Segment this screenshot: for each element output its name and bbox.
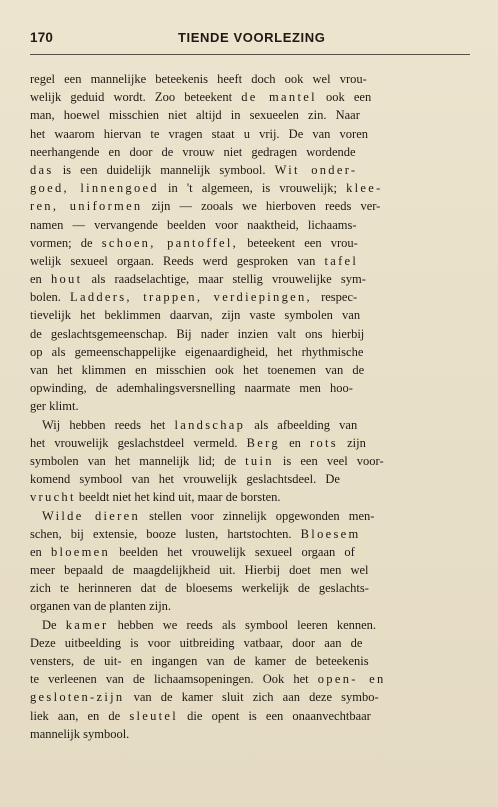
text-run: het waarom hiervan te vragen staat u vrij. De van voren [30,126,369,141]
text-run: De [42,617,66,632]
text-run: die opent is een onaanvechtbaar [178,708,371,723]
text-run: is een veel voor- [273,453,384,468]
text-run: welijk geduid wordt. Zoo beteekent [30,90,242,105]
text-line [30,670,472,688]
text-run: is een duidelijk mannelijk symbool. [53,162,275,177]
text-run: stellen voor zinnelijk opgewonden men- [140,508,375,523]
spaced-emphasis: tuin [245,453,274,468]
text-run: de geslachtsgemeenschap. Bij nader inzien valt ons hierbij [30,326,365,341]
text-line [30,688,472,706]
text-line [30,470,472,488]
text-run: als afbeelding van [245,417,358,432]
header-rule [30,54,470,55]
text-line [30,325,472,343]
text-line [30,597,472,615]
spaced-emphasis: Wit onder- [274,162,358,177]
text-line [30,652,472,670]
spaced-emphasis: de mantel [241,90,317,105]
spaced-emphasis: Berg [246,435,280,450]
text-run: regel een mannelijke beteekenis heeft doch ook wel vrou- [30,72,367,86]
text-run: symbolen van het mannelijk lid; de [30,453,246,468]
page-number: 170 [30,30,54,45]
spaced-emphasis: landschap [174,417,246,432]
spaced-emphasis: schoen, pantoffel, [101,235,239,250]
text-line [30,197,472,215]
text-run: als raadselachtige, maar stellig vrouwelijke sym- [82,272,366,287]
spaced-emphasis: kamer [65,617,109,632]
text-line [30,216,472,234]
text-run: neerhangende en door de vrouw niet gedragen wordende [30,144,356,159]
text-run: te verleenen van de lichaamsopeningen. Ook het [30,672,318,687]
text-run: mannelijk symbool. [30,726,130,741]
text-line [30,579,472,597]
text-line [30,397,472,415]
text-line [30,125,472,143]
text-line [30,288,472,306]
text-run: beteekent een vrou- [238,235,358,250]
body-text [30,70,472,743]
text-run: beelden het vrouwelijk sexueel orgaan of [110,544,355,559]
text-line [30,634,472,652]
spaced-emphasis: Wilde dieren [42,508,140,523]
text-line [30,616,472,634]
text-run: welijk sexueel orgaan. Reeds werd gesproken van [30,253,325,268]
text-run: zijn — zooals we hierboven reeds ver- [142,199,381,214]
text-line [30,725,472,743]
text-line [30,416,472,434]
spaced-emphasis: hout [50,272,83,287]
text-line [30,525,472,543]
text-run: respec- [311,290,358,305]
text-run: liek aan, en de [30,708,130,723]
spaced-emphasis: open- en [317,672,386,687]
text-line [30,707,472,725]
spaced-emphasis: das [30,162,54,177]
text-run: schen, bij extensie, booze lusten, hartstochten. [30,526,301,541]
running-title: TIENDE VOORLEZING [178,30,326,45]
spaced-emphasis: rots [310,435,338,450]
text-run: zich te herinneren dat de bloesems werkelijk de geslachts- [30,581,369,596]
text-line [30,361,472,379]
text-run: en [279,435,310,450]
text-run: komend symbool van het vrouwelijk geslachtsdeel. De [30,472,340,487]
text-line [30,88,472,106]
text-line [30,270,472,288]
text-line [30,306,472,324]
text-run: vensters, de uit- en ingangen van de kamer de beteekenis [30,654,369,668]
text-line [30,179,472,197]
text-line [30,543,472,561]
spaced-emphasis: ren, uniformen [30,199,143,214]
spaced-emphasis: goed, linnengoed [30,181,159,196]
text-run: opwinding, de ademhalingsversnelling naarmate men hoo- [30,381,353,396]
text-line [30,434,472,452]
text-run: van het klimmen en misschien ook het toenemen van de [30,363,365,377]
text-run: tievelijk het beklimmen daarvan, zijn vaste symbolen van [30,308,361,323]
text-run: zijn [337,435,366,450]
text-run: vormen; de [30,235,102,250]
text-line [30,234,472,252]
text-run: organen van de planten zijn. [30,599,172,614]
text-line [30,561,472,579]
text-run: en [30,272,51,287]
text-run: namen — vervangende beelden voor naaktheid, lichaams- [30,217,357,232]
spaced-emphasis: Ladders, trappen, verdiepingen, [70,290,312,305]
text-run: het vrouwelijk geslachstdeel vermeld. [30,435,247,450]
spaced-emphasis: sleutel [129,708,179,723]
text-run: meer bepaald de maagdelijkheid uit. Hierbij doet men wel [30,563,369,578]
spaced-emphasis: klee- [346,181,383,196]
spaced-emphasis: tafel [324,253,359,268]
text-line [30,507,472,525]
text-line [30,488,472,506]
page-header [30,30,470,52]
text-run: ook een [316,90,372,105]
text-run: van de kamer sluit zich aan deze symbo- [124,690,379,705]
text-run: Wij hebben reeds het [42,417,175,432]
text-line [30,143,472,161]
text-line [30,252,472,270]
text-line [30,106,472,124]
text-run: en [30,544,51,559]
text-run: man, hoewel misschien niet altijd in sexueelen zin. Naar [30,108,360,123]
text-line [30,343,472,361]
text-run: op als gemeenschappelijke eigenaardigheid, het rhythmische [30,344,364,359]
text-line [30,161,472,179]
text-run: bolen. [30,290,71,305]
text-run: beeldt niet het kind uit, maar de borsten. [75,490,281,505]
spaced-emphasis: gesloten-zijn [30,690,125,705]
spaced-emphasis: bloemen [50,544,111,559]
text-line [30,70,472,88]
spaced-emphasis: Bloesem [300,526,361,541]
text-run: Deze uitbeelding is voor uitbreiding vatbaar, door aan de [30,635,363,650]
spaced-emphasis: vrucht [30,490,76,505]
text-run: hebben we reeds als symbool leeren kennen. [108,617,377,632]
text-run: ger klimt. [30,399,79,414]
text-line [30,379,472,397]
text-run: in 't algemeen, is vrouwelijk; [158,181,347,196]
text-line [30,452,472,470]
